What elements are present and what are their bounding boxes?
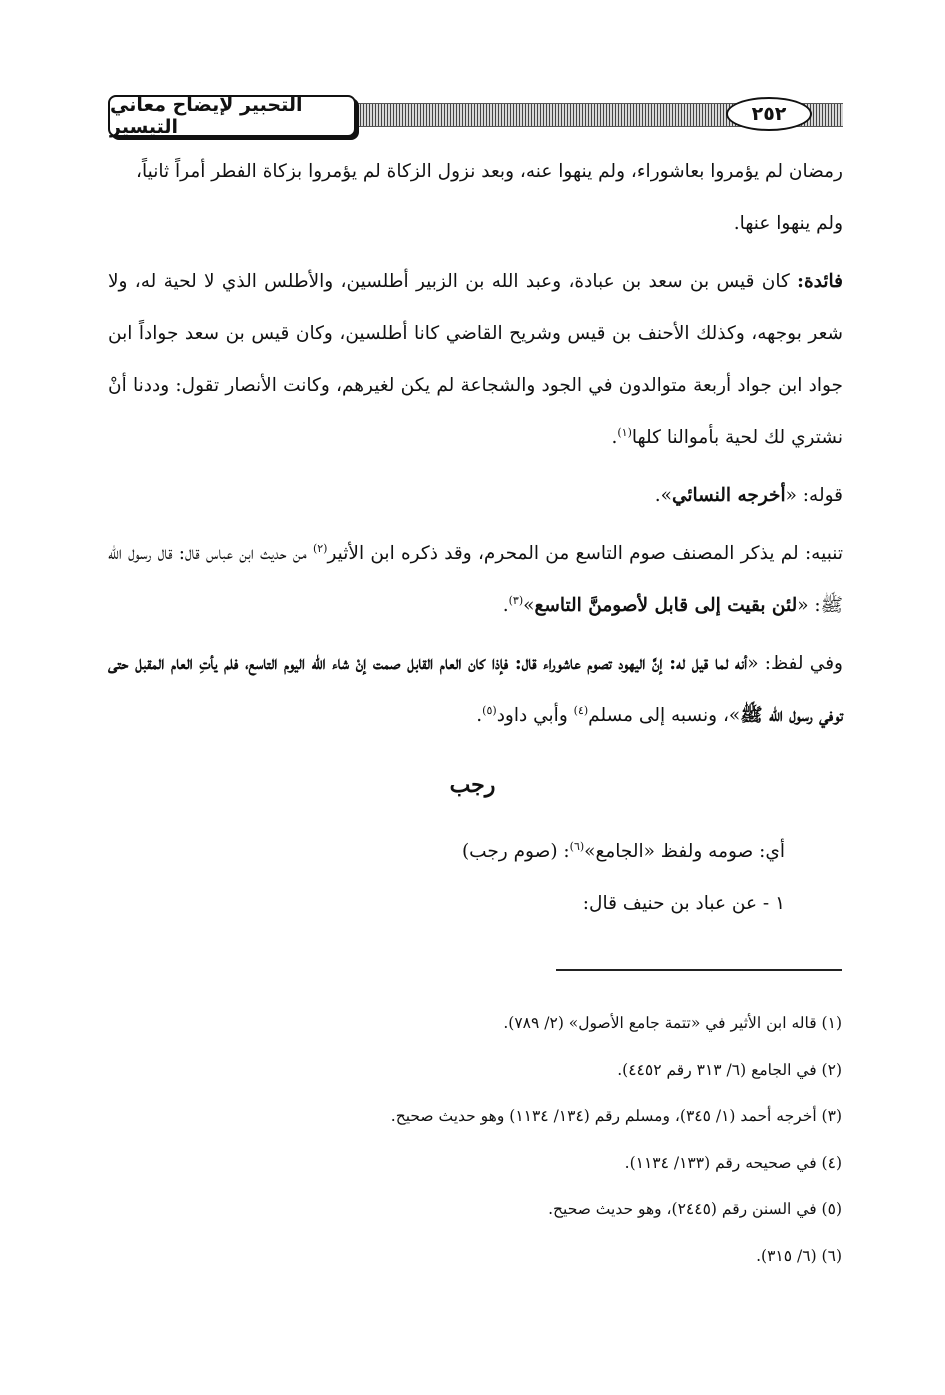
paragraph-quote: قوله: «أخرجه النسائي». <box>654 485 843 506</box>
paragraph-wording: وفي لفظ: «أنه لما قيل له: إنَّ اليهود تصوم عاشوراء قال: فإذا كان العام القابل صمت إنْ شاء الله اليوم التاسع، فلم يأتِ العام المقبل حتى توفي رسول الله ﷺ»، ونسبه إلى مسلم$^{(٤)}$ وأبي داود$^{(٥)}$. <box>108 653 843 726</box>
section-line-1: أي: صومه ولفظ «الجامع»$^{(٦)}$: (صوم رجب) <box>461 839 785 862</box>
footnote-2: (٢) في الجامع (٦/ ٣١٣ رقم ٤٤٥٢). <box>617 1060 842 1079</box>
footnotes <box>391 1000 842 1279</box>
main-text <box>108 146 843 742</box>
footnote-4: (٤) في صحيحه رقم (١٣٣/ ١١٣٤). <box>624 1153 842 1172</box>
footnote-ref-1[interactable]: (١) <box>617 425 632 439</box>
footnote-ref-6[interactable]: (٦) <box>569 839 585 853</box>
footnote-3: (٣) أخرجه أحمد (١/ ٣٤٥)، ومسلم رقم (١٣٤/ ١١٣٤) وهو حديث صحيح. <box>390 1107 842 1125</box>
paragraph-continuation: رمضان لم يؤمروا بعاشوراء، ولم ينهوا عنه، وبعد نزول الزكاة لم يؤمروا بزكاة الفطر أمراً ثانياً، ولم ينهوا عنها. <box>136 161 843 234</box>
page-header <box>108 95 843 141</box>
benefit-label: فائدة: <box>797 271 843 292</box>
section-line-2: ١ - عن عباد بن حنيف قال: <box>582 893 785 914</box>
section-heading: رجب <box>449 772 496 798</box>
section-body <box>462 826 785 930</box>
paragraph-note: تنبيه: لم يذكر المصنف صوم التاسع من المحرم، وقد ذكره ابن الأثير$^{(٢)}$ من حديث ابن عباس قال: قال رسول الله ﷺ: «لئن بقيت إلى قابل لأصومنَّ التاسع»$^{(٣)}$. <box>108 541 844 616</box>
footnote-divider <box>556 969 842 971</box>
footnote-ref-2[interactable]: (٢) <box>312 541 328 555</box>
book-title: التحبير لإيضاح معاني التيسير <box>108 95 356 137</box>
footnote-ref-3[interactable]: (٣) <box>508 593 524 607</box>
paragraph-benefit: فائدة: كان قيس بن سعد بن عبادة، وعبد الله بن الزبير أطلسين، والأطلس الذي لا لحية له، ولا شعر بوجهه، وكذلك الأحنف بن قيس وشريح القاضي كانا أطلسين، وكان قيس بن سعد جواداً ابن جواد ابن جواد أربعة متوالدون في الجود والشجاعة لم يكن لغيرهم، وكانت الأنصار تقول: وددنا أنْ نشتري لك لحية بأموالنا كلها$^{(١)}$. <box>108 271 843 448</box>
footnote-1: (١) قاله ابن الأثير في «تتمة جامع الأصول» (٢/ ٧٨٩). <box>503 1014 842 1032</box>
footnote-ref-5[interactable]: (٥) <box>482 703 497 717</box>
footnote-5: (٥) في السنن رقم (٢٤٤٥)، وهو حديث صحيح. <box>548 1200 842 1218</box>
footnote-ref-4[interactable]: (٤) <box>573 703 589 717</box>
footnote-6: (٦) (٦/ ٣١٥). <box>756 1246 842 1265</box>
page-number: ٢٥٢ <box>726 97 812 131</box>
